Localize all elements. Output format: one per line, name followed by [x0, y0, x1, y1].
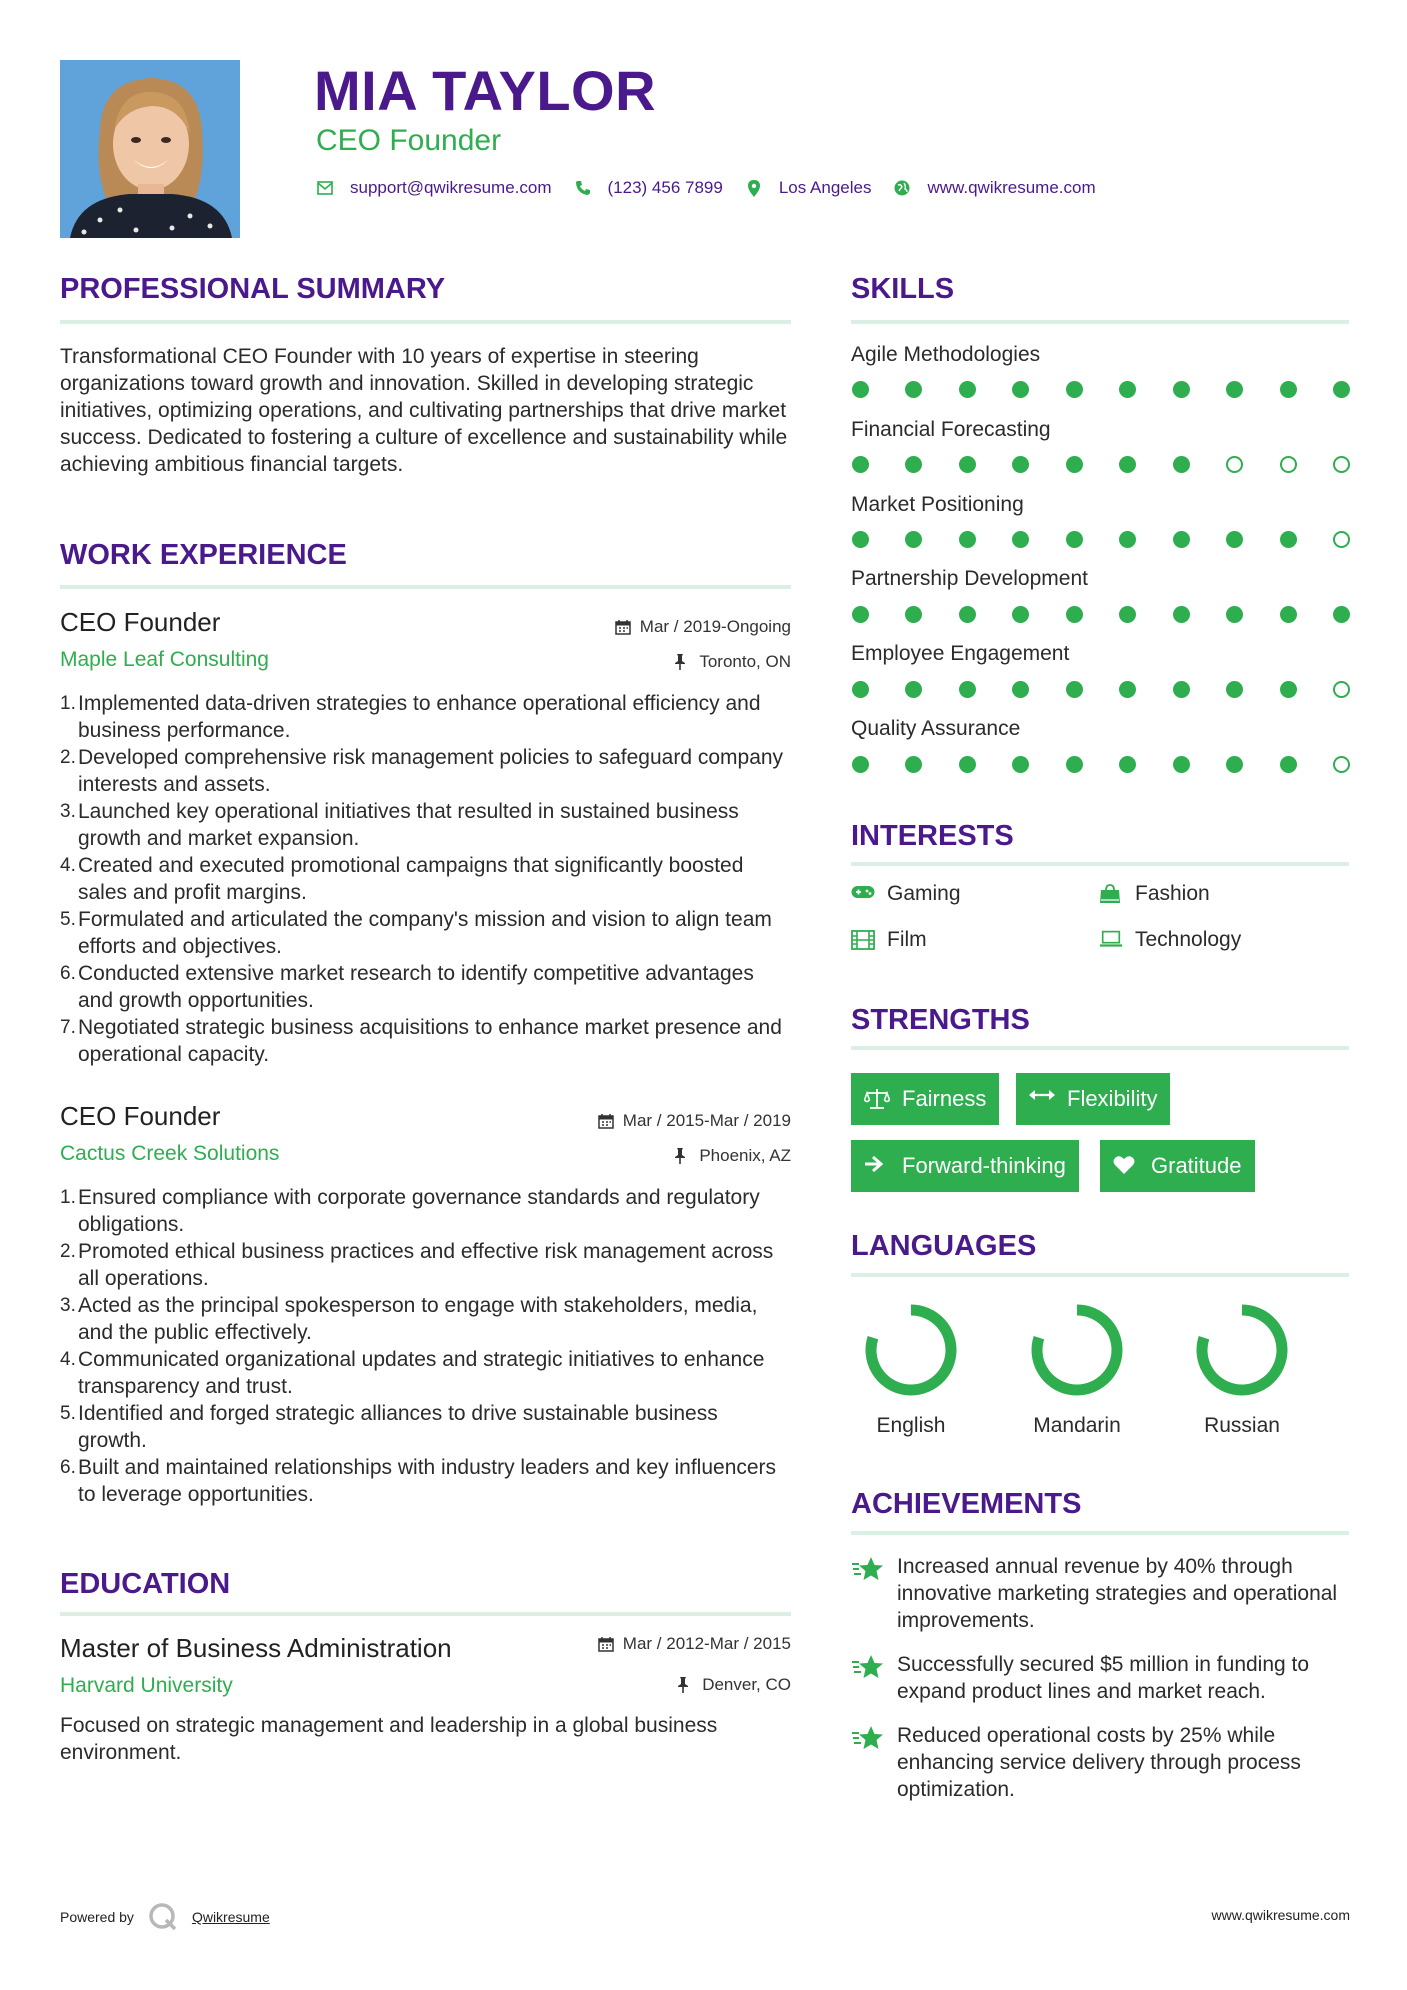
education-school: Harvard University — [60, 1674, 233, 1697]
footer-website[interactable]: www.qwikresume.com — [1211, 1907, 1350, 1923]
summary-text: Transformational CEO Founder with 10 years of expertise in steering organizations toward growth and innovation. Skilled in developing strategic initiatives, optimizing operations, and cultivating partnerships that drive market success. Dedicated to fostering a culture of excellence and sustainability while achieving ambitious financial targets. — [60, 345, 788, 476]
rating-dot-filled — [1173, 756, 1190, 773]
rating-dot-filled — [1280, 681, 1297, 698]
interests-divider — [851, 862, 1349, 866]
rating-dot-filled — [905, 606, 922, 623]
shopping-bag-icon — [1099, 884, 1123, 904]
rating-dot-filled — [1226, 756, 1243, 773]
balance-scale-icon — [864, 1088, 890, 1110]
rating-dot-filled — [1173, 681, 1190, 698]
skill-rating — [852, 456, 1350, 474]
language-gauge — [861, 1300, 961, 1400]
rating-dot-filled — [1119, 381, 1136, 398]
interest-label: Fashion — [1135, 882, 1210, 905]
achievement-item — [851, 1553, 1351, 1634]
footer-powered-by — [60, 1902, 270, 1932]
star-speed-icon — [851, 1653, 885, 1683]
skill-label: Financial Forecasting — [851, 418, 1051, 441]
list-item: Created and executed promotional campaigns that significantly boosted sales and profit margins. — [78, 854, 744, 904]
rating-dot-filled — [1280, 606, 1297, 623]
skill-label: Partnership Development — [851, 567, 1088, 590]
language-english — [846, 1300, 976, 1400]
job-2-company: Cactus Creek Solutions — [60, 1142, 280, 1165]
interest-label: Film — [887, 928, 927, 951]
star-speed-icon — [851, 1555, 885, 1585]
strength-tag — [1100, 1140, 1255, 1192]
rating-dot-empty — [1333, 756, 1350, 773]
laptop-icon — [1099, 930, 1123, 950]
skill-rating — [852, 606, 1350, 624]
achievement-text: Reduced operational costs by 25% while enhancing service delivery through process optimization. — [897, 1724, 1301, 1801]
rating-dot-filled — [1012, 381, 1029, 398]
experience-heading: WORK EXPERIENCE — [60, 539, 347, 571]
rating-dot-filled — [905, 681, 922, 698]
language-mandarin — [1012, 1300, 1142, 1400]
skill-label: Employee Engagement — [851, 642, 1070, 665]
job-2-duties — [60, 1184, 790, 1508]
skills-divider — [851, 320, 1349, 324]
list-item: Built and maintained relationships with industry leaders and key influencers to leverage opportunities. — [78, 1456, 777, 1506]
rating-dot-filled — [1173, 606, 1190, 623]
globe-icon — [893, 179, 911, 197]
rating-dot-filled — [959, 531, 976, 548]
language-gauge — [1027, 1300, 1127, 1400]
list-item: Conducted extensive market research to identify competitive advantages and growth opportunities. — [78, 962, 754, 1012]
rating-dot-filled — [959, 606, 976, 623]
list-item: Launched key operational initiatives that resulted in sustained business growth and market expansion. — [78, 800, 739, 850]
interests-heading: INTERESTS — [851, 820, 1014, 852]
contact-email[interactable] — [316, 178, 552, 198]
list-item: Formulated and articulated the company's mission and vision to align team efforts and objectives. — [78, 908, 772, 958]
rating-dot-empty — [1333, 681, 1350, 698]
interest-label: Technology — [1135, 928, 1242, 951]
rating-dot-filled — [1119, 456, 1136, 473]
skill-rating — [852, 531, 1350, 549]
rating-dot-filled — [1173, 531, 1190, 548]
interest-technology — [1099, 928, 1241, 952]
rating-dot-filled — [1012, 756, 1029, 773]
rating-dot-empty — [1333, 456, 1350, 473]
rating-dot-filled — [1066, 456, 1083, 473]
film-icon — [851, 930, 875, 950]
skill-label: Market Positioning — [851, 493, 1024, 516]
phone-icon — [574, 179, 592, 197]
rating-dot-filled — [905, 756, 922, 773]
rating-dot-filled — [1280, 531, 1297, 548]
rating-dot-filled — [1333, 606, 1350, 623]
language-gauge — [1192, 1300, 1292, 1400]
languages-divider — [851, 1273, 1349, 1277]
achievements-divider — [851, 1531, 1349, 1535]
rating-dot-filled — [1119, 531, 1136, 548]
rating-dot-filled — [1066, 531, 1083, 548]
language-russian — [1177, 1300, 1307, 1400]
gamepad-icon — [851, 884, 875, 904]
portrait-image — [60, 60, 240, 238]
arrows-horizontal-icon — [1029, 1088, 1055, 1110]
rating-dot-filled — [905, 531, 922, 548]
strength-tag — [1016, 1073, 1170, 1125]
rating-dot-empty — [1333, 531, 1350, 548]
interest-gaming — [851, 882, 961, 906]
rating-dot-filled — [852, 456, 869, 473]
rating-dot-filled — [959, 381, 976, 398]
rating-dot-filled — [1012, 456, 1029, 473]
arrow-right-icon — [864, 1155, 890, 1177]
list-item: Communicated organizational updates and strategic initiatives to enhance transparency and trust. — [78, 1348, 765, 1398]
job-2-title: CEO Founder — [60, 1101, 221, 1131]
rating-dot-filled — [1173, 381, 1190, 398]
language-name: English — [876, 1414, 946, 1437]
contact-email-text: support@qwikresume.com — [350, 178, 552, 197]
rating-dot-filled — [1066, 681, 1083, 698]
skill-rating — [852, 381, 1350, 399]
strengths-divider — [851, 1046, 1349, 1050]
education-description: Focused on strategic management and leadership in a global business environment. — [60, 1714, 718, 1764]
profile-photo — [60, 60, 240, 238]
rating-dot-filled — [1012, 606, 1029, 623]
rating-dot-filled — [1226, 381, 1243, 398]
list-item: Ensured compliance with corporate governance standards and regulatory obligations. — [78, 1186, 760, 1236]
education-heading: EDUCATION — [60, 1568, 231, 1600]
achievement-text: Increased annual revenue by 40% through innovative marketing strategies and operational improvements. — [897, 1555, 1338, 1632]
language-name: Russian — [1204, 1414, 1280, 1437]
summary-heading: PROFESSIONAL SUMMARY — [60, 273, 446, 305]
job-1-dates-text: Mar / 2019-Ongoing — [639, 617, 791, 636]
skill-label: Agile Methodologies — [851, 343, 1041, 366]
rating-dot-filled — [1280, 381, 1297, 398]
contact-website-text: www.qwikresume.com — [927, 178, 1096, 197]
rating-dot-filled — [905, 456, 922, 473]
rating-dot-filled — [1066, 756, 1083, 773]
achievements-heading: ACHIEVEMENTS — [851, 1488, 1082, 1520]
job-1-company: Maple Leaf Consulting — [60, 648, 269, 671]
language-level-arc — [1037, 1310, 1117, 1390]
rating-dot-filled — [959, 681, 976, 698]
languages-heading: LANGUAGES — [851, 1230, 1037, 1262]
achievement-text: Successfully secured $5 million in funding to expand product lines and market reach. — [897, 1653, 1310, 1703]
rating-dot-filled — [1119, 681, 1136, 698]
summary-divider — [60, 320, 791, 324]
contact-website[interactable] — [893, 178, 1095, 198]
job-1-duties — [60, 690, 790, 1068]
job-2-dates-text: Mar / 2015-Mar / 2019 — [622, 1111, 791, 1130]
skill-label: Quality Assurance — [851, 717, 1021, 740]
education-divider — [60, 1612, 791, 1616]
strength-tag — [851, 1140, 1079, 1192]
rating-dot-filled — [1119, 756, 1136, 773]
job-2-dates — [598, 1111, 791, 1131]
strength-label: Fairness — [902, 1086, 987, 1111]
list-item: Acted as the principal spokesperson to engage with stakeholders, media, and the public effectively. — [78, 1294, 758, 1344]
language-level-arc — [871, 1310, 951, 1390]
contact-phone[interactable] — [574, 178, 723, 198]
map-pin-icon — [745, 179, 763, 197]
contact-location — [745, 178, 872, 198]
list-item: Implemented data-driven strategies to enhance operational efficiency and business performance. — [78, 692, 761, 742]
education-dates-text: Mar / 2012-Mar / 2015 — [622, 1634, 791, 1653]
skill-rating — [852, 756, 1350, 774]
contact-location-text: Los Angeles — [778, 178, 872, 197]
rating-dot-filled — [852, 756, 869, 773]
strengths-heading: STRENGTHS — [851, 1004, 1030, 1036]
list-item: Developed comprehensive risk management policies to safeguard company interests and assets. — [78, 746, 784, 796]
language-level-arc — [1202, 1310, 1282, 1390]
rating-dot-filled — [1226, 531, 1243, 548]
rating-dot-filled — [1012, 681, 1029, 698]
rating-dot-filled — [1066, 381, 1083, 398]
rating-dot-filled — [852, 681, 869, 698]
strength-label: Gratitude — [1151, 1153, 1242, 1178]
rating-dot-filled — [959, 756, 976, 773]
candidate-title: CEO Founder — [316, 124, 502, 157]
rating-dot-filled — [1119, 606, 1136, 623]
job-1-dates — [615, 617, 791, 637]
education-dates — [598, 1634, 791, 1654]
education-location — [677, 1675, 791, 1695]
list-item: Identified and forged strategic alliances to drive sustainable business growth. — [78, 1402, 718, 1452]
rating-dot-filled — [1173, 456, 1190, 473]
rating-dot-empty — [1280, 456, 1297, 473]
qwikresume-link[interactable]: Qwikresume — [191, 1909, 270, 1925]
rating-dot-filled — [852, 381, 869, 398]
strength-label: Flexibility — [1067, 1086, 1158, 1111]
skills-heading: SKILLS — [851, 273, 955, 305]
rating-dot-filled — [1333, 381, 1350, 398]
interest-label: Gaming — [887, 882, 961, 905]
list-item: Negotiated strategic business acquisitions to enhance market presence and operational capacity. — [78, 1016, 782, 1066]
job-1-location-text: Toronto, ON — [699, 652, 791, 671]
job-2-location-text: Phoenix, AZ — [699, 1146, 791, 1165]
rating-dot-filled — [1226, 606, 1243, 623]
interest-film — [851, 928, 927, 952]
achievement-item — [851, 1651, 1351, 1705]
job-1-location — [674, 652, 791, 672]
candidate-name: MIA TAYLOR — [314, 59, 657, 122]
rating-dot-filled — [852, 606, 869, 623]
rating-dot-empty — [1226, 456, 1243, 473]
rating-dot-filled — [1280, 756, 1297, 773]
experience-divider — [60, 585, 791, 589]
job-2-location — [674, 1146, 791, 1166]
rating-dot-filled — [1066, 606, 1083, 623]
calendar-icon — [615, 619, 631, 635]
star-speed-icon — [851, 1724, 885, 1754]
envelope-icon — [316, 179, 334, 197]
contact-bar — [316, 178, 1118, 198]
strength-label: Forward-thinking — [902, 1153, 1066, 1178]
interest-fashion — [1099, 882, 1210, 906]
pushpin-icon — [674, 1148, 690, 1164]
skill-rating — [852, 681, 1350, 699]
list-item: Promoted ethical business practices and effective risk management across all operations. — [78, 1240, 774, 1290]
calendar-icon — [598, 1113, 614, 1129]
calendar-icon — [598, 1636, 614, 1652]
pushpin-icon — [674, 654, 690, 670]
achievement-item — [851, 1722, 1351, 1803]
education-degree: Master of Business Administration — [60, 1633, 452, 1663]
language-name: Mandarin — [1033, 1414, 1121, 1437]
education-location-text: Denver, CO — [702, 1675, 791, 1694]
powered-by-label: Powered by — [60, 1909, 134, 1925]
rating-dot-filled — [1226, 681, 1243, 698]
rating-dot-filled — [905, 381, 922, 398]
heart-icon — [1113, 1155, 1139, 1177]
strength-tag — [851, 1073, 999, 1125]
rating-dot-filled — [959, 456, 976, 473]
rating-dot-filled — [852, 531, 869, 548]
pushpin-icon — [677, 1677, 693, 1693]
qwikresume-logo-icon — [148, 1902, 178, 1932]
rating-dot-filled — [1012, 531, 1029, 548]
job-1-title: CEO Founder — [60, 607, 221, 637]
contact-phone-text: (123) 456 7899 — [607, 178, 723, 197]
